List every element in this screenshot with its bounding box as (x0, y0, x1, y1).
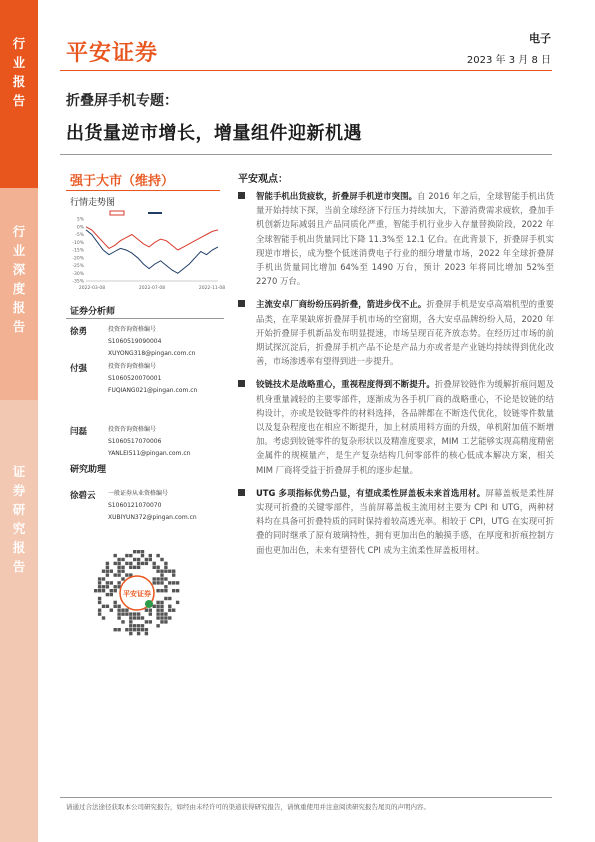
qr-module (176, 601, 179, 604)
y-tick-label: -10% (72, 240, 84, 246)
qr-module (156, 624, 159, 627)
qr-module (145, 562, 148, 565)
qr-module (106, 570, 109, 573)
qr-module (137, 550, 140, 553)
series-line-2 (86, 230, 218, 273)
qr-module (164, 562, 167, 565)
qr-module (153, 566, 156, 569)
series-line-1 (86, 227, 218, 250)
footer-rule (60, 797, 552, 798)
analyst-cert-number: S1060520070001 (108, 375, 162, 382)
qr-module (106, 581, 109, 584)
qr-module (117, 628, 120, 631)
qr-module (153, 581, 156, 584)
assistant-email[interactable]: XUBIYUN372@pingan.com.cn (108, 514, 197, 521)
qr-module (106, 573, 109, 576)
viewpoints-heading: 平安观点： (238, 174, 288, 185)
qr-module (149, 558, 152, 561)
analyst-email[interactable]: XUYONG318@pingan.com.cn (108, 350, 196, 357)
qr-module (114, 601, 117, 604)
viewpoints-section (238, 170, 554, 566)
analyst-cert-label: 投资咨询资格编号 (108, 426, 157, 433)
qr-module (145, 620, 148, 623)
qr-module (117, 605, 120, 608)
qr-module (141, 624, 144, 627)
qr-module (98, 585, 101, 588)
qr-module (121, 612, 124, 615)
qr-module (168, 605, 171, 608)
qr-module (164, 570, 167, 573)
analyst-name: 闫磊 (70, 427, 88, 437)
qr-module (137, 558, 140, 561)
trend-chart (66, 207, 226, 297)
qr-module (133, 612, 136, 615)
bullet-body: 自 2016 年之后，全球智能手机出货量开始持续下探，当前全球经济下行压力持续加大，下游消费需求疲软，叠加手机创新边际减弱且产品同质化严重，智能手机行业步入存量替换阶段，2022 年全球智能手机出货量同比下降 11.3%至 12.1 亿台。在此背景下，折叠屏手机实现逆市增长，成为整个低迷消费电子行业的细分增量市场，2022 年全球折叠屏手机出货量同比增加 64%至 1490 万台，预计 2023 年将同比增加 52%至 2270 万台。 (256, 191, 554, 287)
qr-module (153, 562, 156, 565)
qr-module (172, 609, 175, 612)
qr-module (102, 577, 105, 580)
qr-module (106, 566, 109, 569)
bullet-body: 折叠屏铰链作为缓解折痕问题及机身重量减轻的主要零部件，逐渐成为各手机厂商的战略重心，不论是铰链的结构设计，亦或是铰链零件的材料选择，各品牌都在不断迭代优化，铰链零件数量以及复杂程度也在相应不断提升，加上材质用料方面的升级，单机附加值不断增加。考虑到铰链零件的复杂形状以及精准度要求，MIM 工艺能够实现高精度精密金属件的规模量产，是生产复杂结构几何零部件的核心低成本解决方案，相关 MIM 厂商将受益于折叠屏手机的逐步起量。 (256, 379, 555, 475)
qr-module (114, 589, 117, 592)
qr-module (117, 609, 120, 612)
qr-module (172, 589, 175, 592)
y-tick-label: -30% (72, 271, 84, 277)
qr-module (133, 628, 136, 631)
qr-module (172, 581, 175, 584)
left-sidebar (0, 0, 38, 842)
assistant-cert-label: 一般证券从业资格编号 (108, 490, 169, 497)
sidebar-label-report: 行 业 报 告 (12, 36, 26, 108)
qr-module (125, 609, 128, 612)
qr-module (117, 570, 120, 573)
qr-module (106, 593, 109, 596)
qr-module (106, 605, 109, 608)
bullet-lead: 主流安卓厂商纷纷压码折叠，箭进步伐不止。 (256, 299, 427, 310)
qr-module (156, 609, 159, 612)
qr-module (168, 616, 171, 619)
qr-module (129, 620, 132, 623)
bullet-lead: 智能手机出货疲软，折叠屏手机逆市突围。 (256, 191, 418, 201)
y-tick-label: -5% (75, 233, 84, 238)
sidebar-label-securities: 证 券 研 究 报 告 (12, 464, 26, 574)
qr-module (98, 577, 101, 580)
qr-module (153, 577, 156, 580)
qr-module (160, 577, 163, 580)
qr-module (160, 612, 163, 615)
qr-module (160, 616, 163, 619)
qr-module (168, 597, 171, 600)
qr-module (141, 550, 144, 553)
qr-module (133, 550, 136, 553)
qr-module (160, 620, 163, 623)
viewpoint-bullet (238, 377, 554, 476)
qr-module (121, 570, 124, 573)
qr-module (110, 593, 113, 596)
qr-module (117, 558, 120, 561)
bullet-lead: 铰链技术是战略重心，重视程度得到不断提升。 (256, 379, 435, 390)
bullet-lead: UTG 多项指标优势凸显，有望成柔性屏盖板未来首选用材。 (256, 487, 486, 498)
qr-module (156, 570, 159, 573)
qr-module (168, 570, 171, 573)
qr-module (156, 581, 159, 584)
assistant-cert-number: S1060121070070 (108, 502, 162, 509)
qr-module (98, 589, 101, 592)
qr-module (110, 570, 113, 573)
qr-module (133, 616, 136, 619)
qr-module (106, 562, 109, 565)
qr-module (117, 612, 120, 615)
y-tick-label: -15% (72, 248, 84, 254)
qr-module (149, 609, 152, 612)
qr-module (102, 616, 105, 619)
qr-module (125, 554, 128, 557)
qr-module (102, 585, 105, 588)
analyst-name: 付强 (70, 364, 88, 374)
qr-module (153, 605, 156, 608)
qr-module (121, 566, 124, 569)
bullet-body: 折叠屏手机是安卓高端机型的重要品类，在苹果缺席折叠屏手机市场的空窗期，各大安卓品牌纷纷入局，2020 年开始折叠屏手机新品发布明显提速，市场呈现百花齐放态势。在经历过市场的前期试探沉淀后，折叠屏手机产品不论是产品力亦或者是产业链均持续得到优化改善，市场渗透率有望得到进一步提升。 (256, 299, 555, 367)
qr-module (129, 612, 132, 615)
qr-module (129, 554, 132, 557)
qr-module (156, 566, 159, 569)
qr-module (129, 628, 132, 631)
rating-rule (66, 190, 220, 191)
qr-module (141, 628, 144, 631)
qr-module (168, 609, 171, 612)
legend-swatch-series-1 (110, 211, 124, 215)
bullet-square-icon (238, 489, 245, 496)
y-tick-label: 0% (76, 225, 84, 231)
qr-module (156, 616, 159, 619)
viewpoint-bullet (238, 486, 554, 557)
qr-module (141, 562, 144, 565)
qr-module (102, 589, 105, 592)
qr-module (137, 616, 140, 619)
qr-module (98, 597, 101, 600)
qr-module (133, 558, 136, 561)
qr-module (102, 570, 105, 573)
qr-module (164, 589, 167, 592)
analyst-email[interactable]: FUQIANG021@pingan.com.cn (108, 387, 198, 394)
qr-module (121, 577, 124, 580)
qr-module (137, 628, 140, 631)
brand-logo: 平安证券 (66, 41, 159, 66)
analyst-rule (66, 318, 224, 319)
analyst-cert-label: 投资咨询资格编号 (108, 363, 157, 370)
bullet-square-icon (238, 380, 245, 387)
qr-module (164, 566, 167, 569)
qr-module (129, 566, 132, 569)
qr-module (121, 609, 124, 612)
sidebar-segment-securities (0, 400, 38, 842)
qr-logo-text: 平安证券 (123, 590, 151, 598)
qr-module (137, 566, 140, 569)
qr-module (114, 585, 117, 588)
y-tick-label: -20% (72, 256, 84, 262)
qr-module (94, 589, 97, 592)
qr-module (160, 601, 163, 604)
qr-module (156, 589, 159, 592)
qr-module (145, 632, 148, 635)
qr-module (160, 605, 163, 608)
x-tick-label: 2022-11-08 (198, 286, 226, 291)
bullet-square-icon (238, 192, 245, 199)
x-tick-label: 2022-03-08 (78, 286, 106, 291)
y-tick-label: -25% (72, 264, 84, 269)
qr-module (172, 573, 175, 576)
analyst-cert-number: S1060519090004 (108, 338, 162, 345)
qr-module (156, 605, 159, 608)
qr-module (98, 601, 101, 604)
footer-disclaimer: 请通过合法途径获取本公司研究报告，如经由未经许可的渠道获得研究报告，请慎重使用并注意阅读研究报告尾页的声明内容。 (66, 803, 430, 811)
analyst-heading: 证券分析师 (70, 307, 116, 317)
qr-module (168, 581, 171, 584)
qr-module (110, 581, 113, 584)
qr-module (117, 581, 120, 584)
qr-module (145, 558, 148, 561)
title-rule (60, 154, 552, 155)
qr-module (156, 612, 159, 615)
qr-module (114, 628, 117, 631)
qr-module (129, 616, 132, 619)
qr-module (172, 570, 175, 573)
qr-module (176, 589, 179, 592)
qr-module (141, 554, 144, 557)
qr-module (98, 581, 101, 584)
y-tick-label: 5% (76, 217, 84, 223)
qr-module (129, 632, 132, 635)
sector-label: 电子 (529, 32, 551, 45)
header-rule (60, 70, 552, 71)
qr-code[interactable] (92, 548, 182, 638)
y-tick-label: -35% (72, 279, 84, 285)
x-tick-label: 2022-07-08 (138, 286, 166, 291)
sidebar-segment-report (0, 0, 38, 188)
qr-module (156, 577, 159, 580)
report-title: 出货量逆市增长，增量组件迎新机遇 (66, 123, 362, 144)
qr-module (98, 612, 101, 615)
qr-module (98, 609, 101, 612)
qr-module (160, 573, 163, 576)
qr-module (117, 566, 120, 569)
qr-module (137, 562, 140, 565)
qr-module (164, 616, 167, 619)
bullet-body: 屏幕盖板是柔性屏实现可折叠的关键零部件，当前屏幕盖板主流用材主要为 CPI 和 UTG，两种材料均在具备可折叠特质的同时保持着较高透光率。相较于 CPI，UTG 在实现可折叠的同时继承了原有玻璃特性，拥有更加出色的触摸手感，在厚度和折痕控制方面也更加出色，未来有望替代 CPI 成为主流柔性屏盖板用材。 (256, 487, 554, 555)
qr-module (160, 581, 163, 584)
qr-module (129, 624, 132, 627)
qr-module (149, 620, 152, 623)
qr-module (106, 585, 109, 588)
qr-module (133, 624, 136, 627)
bullet-square-icon (238, 300, 245, 307)
analyst-cert-label: 投资咨询资格编号 (108, 326, 157, 333)
qr-module (117, 616, 120, 619)
sidebar-segment-depth (0, 188, 38, 400)
analyst-cert-number: S1060517070006 (108, 438, 162, 445)
qr-module (102, 605, 105, 608)
qr-module (145, 628, 148, 631)
assistant-heading: 研究助理 (70, 465, 107, 475)
qr-module (164, 577, 167, 580)
qr-module (125, 612, 128, 615)
qr-module (137, 624, 140, 627)
qr-module (133, 566, 136, 569)
qr-module (137, 632, 140, 635)
qr-module (125, 573, 128, 576)
qr-module (156, 554, 159, 557)
report-date: 2023 年 3 月 8 日 (466, 55, 551, 66)
qr-module (156, 601, 159, 604)
analyst-name: 徐勇 (70, 327, 88, 337)
qr-module (114, 573, 117, 576)
trend-chart-title: 行情走势图 (70, 198, 116, 208)
viewpoint-bullet (238, 189, 554, 288)
qr-module (114, 562, 117, 565)
qr-module (164, 620, 167, 623)
viewpoint-bullet (238, 297, 554, 368)
qr-module (117, 573, 120, 576)
qr-module (110, 589, 113, 592)
report-subject: 折叠屏手机专题： (66, 93, 178, 109)
qr-module (125, 628, 128, 631)
qr-module (160, 589, 163, 592)
qr-module (160, 558, 163, 561)
qr-module (129, 562, 132, 565)
qr-module (125, 562, 128, 565)
qr-module (164, 597, 167, 600)
qr-module (164, 612, 167, 615)
leaf-icon (145, 600, 153, 608)
assistant-name: 徐碧云 (70, 491, 96, 501)
qr-module (164, 585, 167, 588)
industry-rating: 强于大市（维持） (70, 174, 175, 189)
qr-module (160, 570, 163, 573)
qr-module (160, 609, 163, 612)
qr-module (121, 558, 124, 561)
qr-module (176, 581, 179, 584)
qr-module (149, 554, 152, 557)
qr-module (149, 612, 152, 615)
qr-module (121, 620, 124, 623)
analyst-email[interactable]: YANLEI511@pingan.com.cn (108, 450, 191, 457)
sidebar-label-depth: 行 业 深 度 报 告 (12, 224, 26, 334)
qr-module (137, 612, 140, 615)
qr-module (117, 562, 120, 565)
qr-module (114, 554, 117, 557)
qr-module (141, 616, 144, 619)
qr-module (145, 609, 148, 612)
qr-module (114, 605, 117, 608)
qr-module (110, 609, 113, 612)
